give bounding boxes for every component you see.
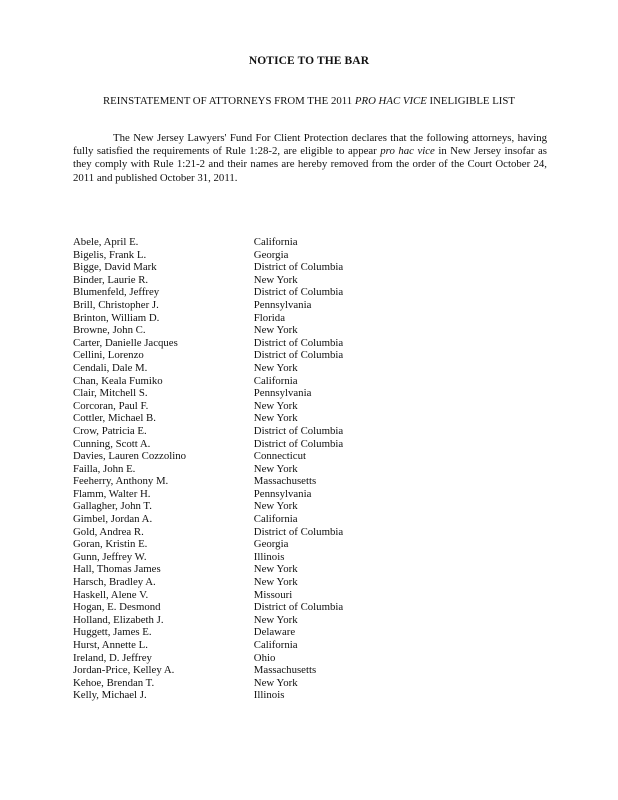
attorney-name: Binder, Laurie R. xyxy=(73,273,149,286)
attorney-state: Pennsylvania xyxy=(253,298,312,311)
attorney-state: District of Columbia xyxy=(253,437,344,450)
attorney-row xyxy=(73,563,373,576)
intro-text-part2: in New Jersey insofar as they comply with Rule 1:21-2 and their names are hereby removed from the order of the Court October 24, 2011 and published October 31, 2011. xyxy=(73,145,547,184)
attorney-row xyxy=(73,286,373,299)
attorney-row xyxy=(73,689,373,702)
attorney-name: Jordan-Price, Kelley A. xyxy=(73,664,175,677)
attorney-row xyxy=(73,299,373,312)
attorney-row xyxy=(73,362,373,375)
attorney-name: Clair, Mitchell S. xyxy=(73,387,148,400)
attorney-row xyxy=(73,425,373,438)
attorney-row xyxy=(73,513,373,526)
attorney-name: Hogan, E. Desmond xyxy=(73,601,161,614)
attorney-state: Missouri xyxy=(253,588,293,601)
attorney-name: Kehoe, Brendan T. xyxy=(73,676,155,689)
attorney-state: New York xyxy=(253,412,298,425)
attorney-name: Brinton, William D. xyxy=(73,311,160,324)
attorney-name: Cunning, Scott A. xyxy=(73,437,151,450)
attorney-state: California xyxy=(253,639,298,651)
attorney-state: Georgia xyxy=(253,538,289,551)
attorney-row xyxy=(73,312,373,325)
attorney-name: Goran, Kristin E. xyxy=(73,538,148,551)
attorney-state: California xyxy=(253,236,298,248)
attorney-row xyxy=(73,236,373,249)
attorney-state: Illinois xyxy=(253,550,285,563)
attorney-state: New York xyxy=(253,361,298,374)
attorney-state: Florida xyxy=(253,311,285,324)
attorney-name: Gimbel, Jordan A. xyxy=(73,513,153,526)
attorney-row xyxy=(73,249,373,262)
attorney-state: New York xyxy=(253,613,298,626)
attorney-state: New York xyxy=(253,563,298,576)
attorney-state: District of Columbia xyxy=(253,525,344,538)
attorney-name: Crow, Patricia E. xyxy=(73,424,147,437)
attorney-row xyxy=(73,375,373,388)
intro-paragraph xyxy=(73,132,547,185)
intro-text-italic: pro hac vice xyxy=(380,145,435,158)
attorney-name: Cottler, Michael B. xyxy=(73,412,156,425)
attorney-row xyxy=(73,261,373,274)
attorney-row xyxy=(73,337,373,350)
attorney-state: Ohio xyxy=(253,651,276,664)
attorney-state: Georgia xyxy=(253,248,289,261)
attorney-name: Ireland, D. Jeffrey xyxy=(73,651,152,664)
attorney-name: Cendali, Dale M. xyxy=(73,361,148,374)
attorney-name: Haskell, Alene V. xyxy=(73,588,149,601)
attorney-state: Massachusetts xyxy=(253,664,317,677)
attorney-row xyxy=(73,387,373,400)
attorney-row xyxy=(73,551,373,564)
attorney-row xyxy=(73,349,373,362)
attorney-row xyxy=(73,500,373,513)
attorney-row xyxy=(73,412,373,425)
subtitle-text-before: REINSTATEMENT OF ATTORNEYS FROM THE 2011 xyxy=(102,95,355,107)
attorney-state: California xyxy=(253,513,298,526)
attorney-name: Cellini, Lorenzo xyxy=(73,349,144,362)
attorney-name: Feeherry, Anthony M. xyxy=(73,475,169,488)
attorney-state: California xyxy=(253,374,298,387)
intro-text-part1: The New Jersey Lawyers' Fund For Client Protection declares that the following attorneys, having fully satisfied the requirements of Rule 1:28-2, are eligible to appear xyxy=(73,131,547,158)
attorney-state: New York xyxy=(253,500,298,513)
attorney-state: Delaware xyxy=(253,626,296,639)
attorney-state: Pennsylvania xyxy=(253,387,312,400)
attorney-state: District of Columbia xyxy=(253,424,344,437)
attorney-row xyxy=(73,626,373,639)
attorney-state: Massachusetts xyxy=(253,475,317,488)
attorney-state: District of Columbia xyxy=(253,349,344,362)
page-title: NOTICE TO THE BAR xyxy=(248,55,370,67)
attorney-name: Gold, Andrea R. xyxy=(73,525,144,538)
attorney-state: District of Columbia xyxy=(253,601,344,614)
attorney-state: New York xyxy=(253,399,298,412)
attorney-name: Carter, Danielle Jacques xyxy=(73,336,178,349)
attorney-name: Brill, Christopher J. xyxy=(73,298,159,311)
attorney-state: New York xyxy=(253,576,298,589)
attorney-state: District of Columbia xyxy=(253,286,344,299)
subtitle-text-italic: PRO HAC VICE xyxy=(354,95,427,107)
attorney-row xyxy=(73,324,373,337)
attorney-list xyxy=(73,236,373,702)
attorney-state: District of Columbia xyxy=(253,336,344,349)
attorney-row xyxy=(73,526,373,539)
attorney-name: Failla, John E. xyxy=(73,462,136,475)
attorney-row xyxy=(73,639,373,652)
attorney-state: Illinois xyxy=(253,689,285,702)
attorney-name: Hurst, Annette L. xyxy=(73,639,148,651)
attorney-row xyxy=(73,400,373,413)
attorney-row xyxy=(73,652,373,665)
attorney-name: Kelly, Michael J. xyxy=(73,689,147,702)
attorney-name: Gallagher, John T. xyxy=(73,500,152,513)
attorney-name: Corcoran, Paul F. xyxy=(73,399,149,412)
attorney-name: Chan, Keala Fumiko xyxy=(73,374,163,387)
attorney-name: Huggett, James E. xyxy=(73,626,152,639)
attorney-name: Gunn, Jeffrey W. xyxy=(73,550,147,563)
attorney-name: Hall, Thomas James xyxy=(73,563,161,576)
attorney-name: Bigelis, Frank L. xyxy=(73,248,147,261)
attorney-state: Pennsylvania xyxy=(253,487,312,500)
attorney-row xyxy=(73,589,373,602)
attorney-name: Harsch, Bradley A. xyxy=(73,576,156,589)
attorney-row xyxy=(73,538,373,551)
attorney-name: Browne, John C. xyxy=(73,324,146,337)
attorney-name: Holland, Elizabeth J. xyxy=(73,613,164,626)
attorney-name: Bigge, David Mark xyxy=(73,261,157,274)
attorney-row xyxy=(73,664,373,677)
attorney-row xyxy=(73,438,373,451)
attorney-name: Abele, April E. xyxy=(73,236,139,248)
attorney-state: New York xyxy=(253,462,298,475)
attorney-state: New York xyxy=(253,324,298,337)
attorney-row xyxy=(73,677,373,690)
attorney-row xyxy=(73,450,373,463)
attorney-row xyxy=(73,601,373,614)
attorney-row xyxy=(73,614,373,627)
attorney-row xyxy=(73,488,373,501)
attorney-state: District of Columbia xyxy=(253,261,344,274)
attorney-row xyxy=(73,475,373,488)
attorney-state: Connecticut xyxy=(253,450,306,463)
subtitle-text-after: INELIGIBLE LIST xyxy=(426,95,515,107)
attorney-row xyxy=(73,274,373,287)
attorney-name: Davies, Lauren Cozzolino xyxy=(73,450,187,463)
attorney-state: New York xyxy=(253,273,298,286)
attorney-name: Flamm, Walter H. xyxy=(73,487,151,500)
attorney-name: Blumenfeld, Jeffrey xyxy=(73,286,160,299)
attorney-row xyxy=(73,576,373,589)
attorney-state: New York xyxy=(253,676,298,689)
attorney-row xyxy=(73,463,373,476)
notice-subtitle xyxy=(0,95,618,107)
